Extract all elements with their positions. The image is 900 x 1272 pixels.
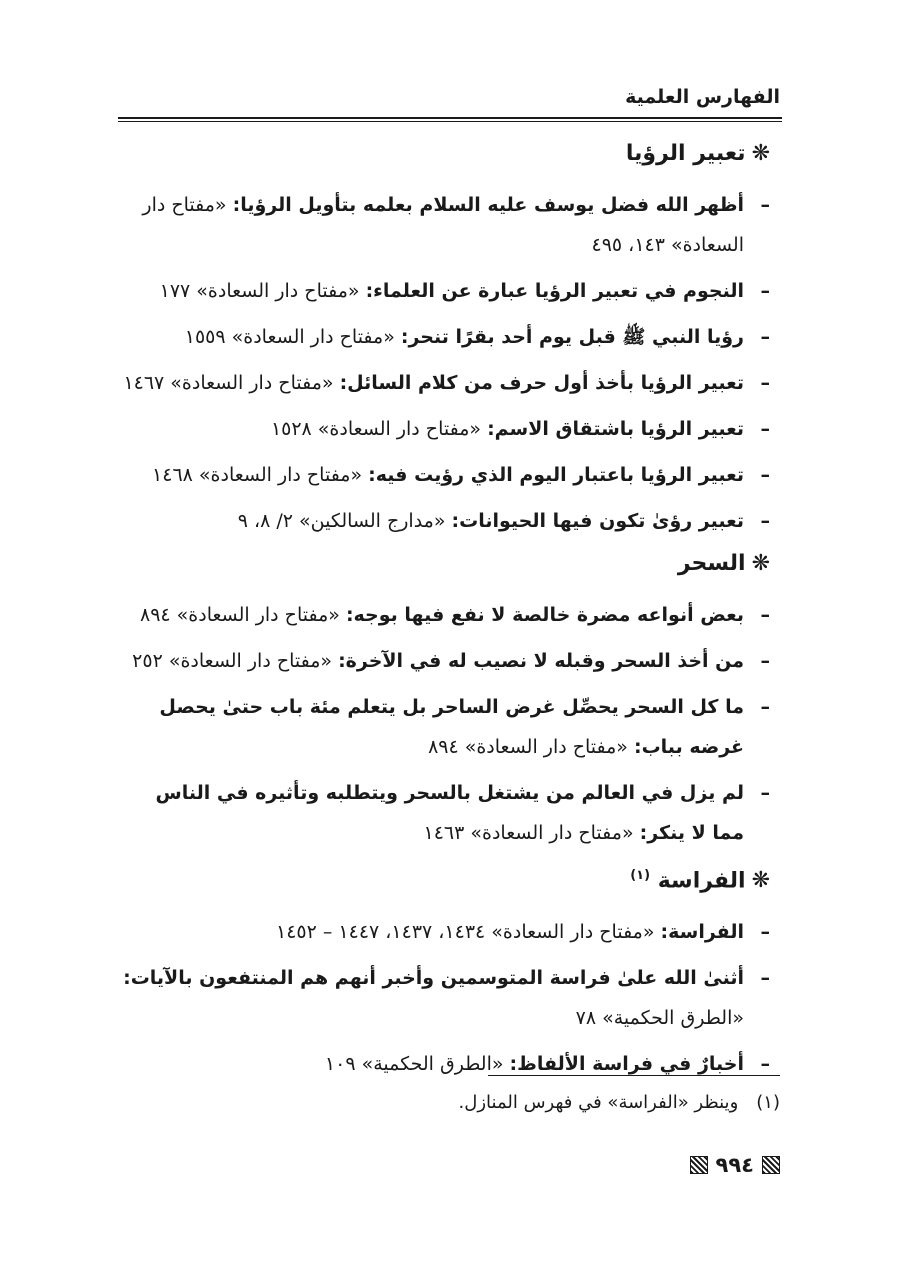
entry-ref: «الطرق الحكمية» ١٠٩ [324,1053,504,1076]
ornament-icon [690,1156,708,1174]
entry-ref: «مفتاح دار السعادة» ١٤٦٨ [152,464,363,486]
dash-bullet: – [760,280,770,302]
entry-topic: تعبير الرؤيا باشتقاق الاسم: [487,418,744,440]
dash-bullet: – [760,510,770,532]
index-content [118,137,770,1090]
entry-topic: من أخذ السحر وقبله لا نصيب له في الآخرة: [338,650,744,672]
footnote [459,1092,780,1113]
dash-bullet: – [760,650,770,672]
index-entry [118,595,770,635]
index-entry [118,912,770,952]
section-title-dream-interpretation: ❋تعبير الرؤيا [625,141,770,166]
entry-topic: الفراسة: [660,921,744,944]
index-entry [118,1044,770,1084]
running-head: الفهارس العلمية [625,86,780,108]
index-entry [118,455,770,495]
entry-topic: تعبير رؤىٰ تكون فيها الحيوانات: [451,510,744,532]
entry-ref: «مفتاح دار السعادة» ٨٩٤ [140,604,340,626]
entry-topic: أظهر الله فضل يوسف عليه السلام بعلمه بتأويل الرؤيا: [232,194,744,216]
footnote-text: وينظر «الفراسة» في فهرس المنازل. [458,1092,739,1113]
dash-bullet: – [760,464,770,486]
entry-ref: «مفتاح دار السعادة» ١٧٧ [159,280,360,302]
star-bullet-icon: ❋ [751,141,770,166]
page-number-block [690,1153,780,1177]
entry-ref: «مفتاح دار السعادة» ١٤٦٣ [423,822,634,844]
entry-ref: «مفتاح دار السعادة» ١٤٦٧ [123,372,334,394]
index-entry [118,409,770,449]
dash-bullet: – [760,194,770,216]
dash-bullet: – [760,696,770,718]
index-entry [118,271,770,311]
entry-ref: «الطرق الحكمية» ٧٨ [575,1007,744,1030]
entry-topic: أخبارٌ في فراسة الألفاظ: [509,1053,744,1076]
ornament-icon [762,1156,780,1174]
entry-topic: لم يزل في العالم من يشتغل بالسحر ويتطلبه وتأثيره في الناس مما لا ينكر: [155,782,744,844]
entry-ref: «مفتاح دار السعادة» ٢٥٢ [132,650,333,672]
index-entry [118,501,770,541]
index-entry [118,317,770,357]
dash-bullet: – [760,1053,770,1076]
entry-topic: تعبير الرؤيا باعتبار اليوم الذي رؤيت فيه: [368,464,744,486]
entry-ref: «مفتاح دار السعادة» ١٤٣، ٤٩٥ [142,194,744,256]
dash-bullet: – [760,782,770,804]
dash-bullet: – [760,604,770,626]
entry-ref: «مفتاح دار السعادة» ١٥٢٨ [270,418,482,440]
entry-ref: «مفتاح دار السعادة» ٨٩٤ [428,736,628,758]
footnote-number: (١) [756,1092,780,1113]
footnote-rule [488,1075,780,1076]
entry-topic: ما كل السحر يحصِّل غرض الساحر بل يتعلم مئة باب حتىٰ يحصل غرضه بباب: [159,696,744,758]
section-title-physiognomy: ❋الفراسة $^{(١)}$ [630,868,770,894]
entry-ref: «مفتاح دار السعادة» ١٤٣٤، ١٤٣٧، ١٤٤٧ – ١٤٥٢ [275,921,655,944]
index-entry [118,363,770,403]
star-bullet-icon: ❋ [751,551,770,576]
entry-topic: تعبير الرؤيا بأخذ أول حرف من كلام السائل: [339,372,744,394]
dash-bullet: – [760,921,770,944]
footnote-marker[interactable]: (١) [630,868,651,883]
star-bullet-icon: ❋ [751,868,770,894]
header-rule-thin [118,121,782,122]
dash-bullet: – [760,967,770,990]
page-number: ٩٩٤ [715,1153,754,1177]
dash-bullet: – [760,326,770,348]
header-rule [118,117,782,119]
entry-ref: «مدارج السالكين» ٢/ ٨، ٩ [237,510,446,532]
section-title-magic: ❋السحر [677,551,770,576]
entry-topic: أثنىٰ الله علىٰ فراسة المتوسمين وأخبر أنهم هم المنتفعون بالآيات: [123,967,744,990]
index-entry [118,641,770,681]
entry-ref: «مفتاح دار السعادة» ١٥٥٩ [184,326,395,348]
index-entry [118,773,770,853]
entry-topic: النجوم في تعبير الرؤيا عبارة عن العلماء: [365,280,744,302]
entry-topic: بعض أنواعه مضرة خالصة لا نفع فيها بوجه: [345,604,744,626]
index-entry [118,958,770,1038]
dash-bullet: – [760,418,770,440]
index-entry [118,687,770,767]
dash-bullet: – [760,372,770,394]
index-entry [118,185,770,265]
entry-topic: رؤيا النبي ﷺ قبل يوم أحد بقرًا تنحر: [400,326,744,348]
